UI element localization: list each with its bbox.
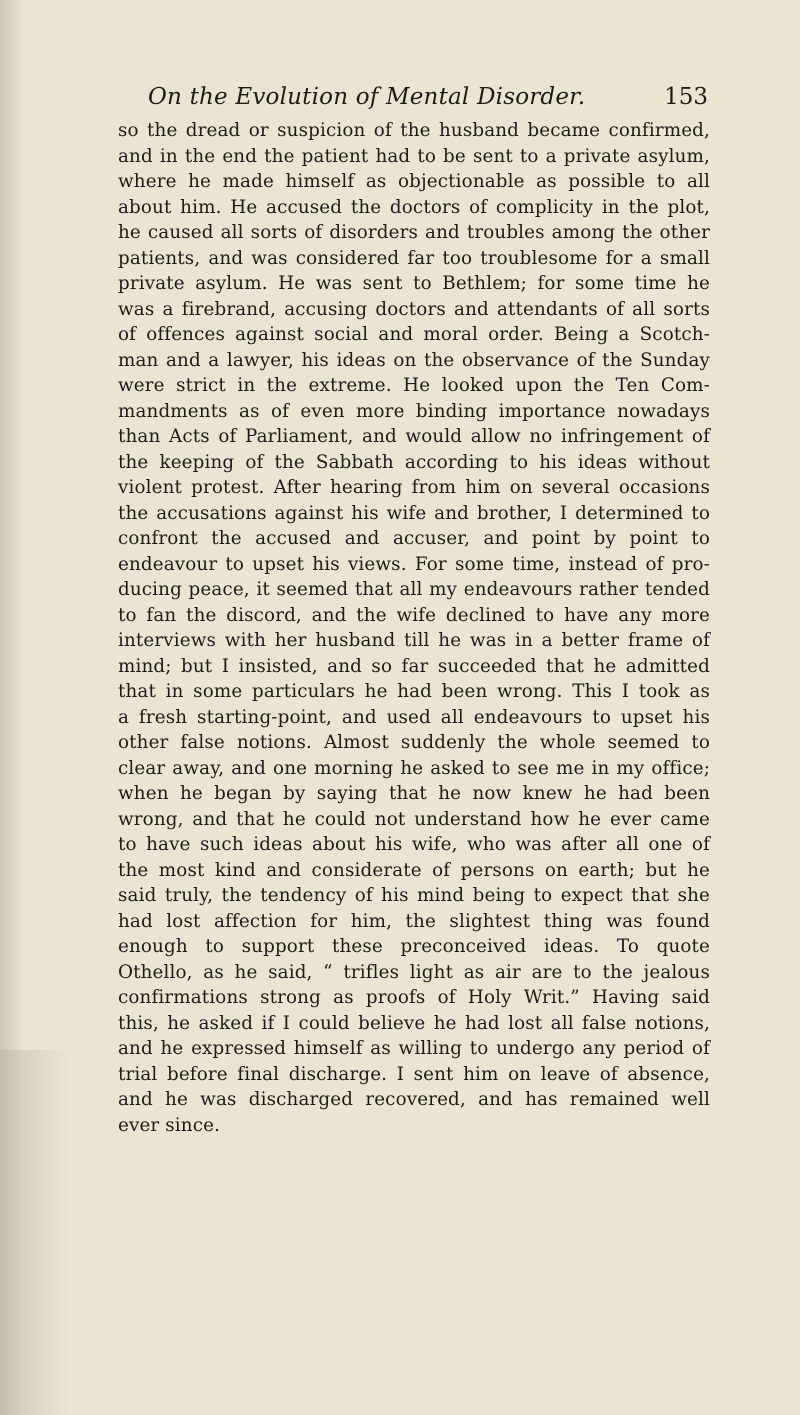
text-line: said truly, the tendency of his mind being to expect that she (118, 885, 710, 906)
text-line: a fresh starting-point, and used all endeavours to upset his (118, 706, 710, 728)
text-line: wrong, and that he could not understand how he ever came (118, 808, 710, 830)
text-line: were strict in the extreme. He looked upon the Ten Com- (118, 375, 710, 396)
text-line: this, he asked if I could believe he had lost all false notions, (118, 1012, 710, 1034)
text-line: enough to support these preconceived ideas. To quote (118, 936, 710, 957)
text-line: Othello, as he said, “ trifles light as air are to the jealous (118, 961, 710, 983)
text-line: and he was discharged recovered, and has remained well (118, 1089, 710, 1110)
text-line: the most kind and considerate of persons on earth; but he (118, 859, 710, 881)
page-edge-stain (0, 1050, 70, 1415)
text-line: man and a lawyer, his ideas on the observance of the Sunday (118, 349, 710, 371)
text-line: and in the end the patient had to be sent to a private asylum, (118, 145, 710, 167)
text-line: about him. He accused the doctors of complicity in the plot, (118, 196, 710, 218)
text-line: of offences against social and moral order. Being a Scotch- (118, 324, 710, 345)
text-line: mind; but I insisted, and so far succeeded that he admitted (118, 655, 710, 677)
text-line: he caused all sorts of disorders and troubles among the other (118, 222, 710, 243)
text-line: endeavour to upset his views. For some time, instead of pro- (118, 553, 710, 575)
text-line: that in some particulars he had been wrong. This I took as (118, 681, 710, 702)
text-line: confront the accused and accuser, and point by point to (118, 528, 710, 549)
running-head (118, 84, 710, 118)
text-line: to have such ideas about his wife, who was after all one of (118, 834, 710, 855)
text-line: ever since. (118, 1114, 221, 1136)
text-line: violent protest. After hearing from him on several occasions (118, 477, 710, 498)
text-line: where he made himself as objectionable as possible to all (118, 171, 710, 192)
body-text (118, 118, 710, 1138)
running-title: On the Evolution of Mental Disorder. (148, 84, 586, 110)
text-line: had lost affection for him, the slightest thing was found (118, 910, 710, 932)
text-line: than Acts of Parliament, and would allow no infringement of (118, 426, 710, 447)
text-line: was a firebrand, accusing doctors and attendants of all sorts (118, 298, 710, 320)
text-line: the keeping of the Sabbath according to his ideas without (118, 451, 710, 473)
text-line: so the dread or suspicion of the husband became confirmed, (118, 120, 710, 141)
text-line: trial before final discharge. I sent him on leave of absence, (118, 1063, 710, 1085)
text-line: interviews with her husband till he was in a better frame of (118, 630, 710, 651)
text-line: the accusations against his wife and brother, I determined to (118, 502, 710, 524)
text-line: clear away, and one morning he asked to see me in my office; (118, 757, 710, 779)
text-line: to fan the discord, and the wife declined to have any more (118, 604, 710, 626)
text-line: confirmations strong as proofs of Holy Writ.” Having said (118, 987, 710, 1008)
text-line: other false notions. Almost suddenly the whole seemed to (118, 732, 710, 753)
text-line: mandments as of even more binding importance nowadays (118, 400, 710, 422)
text-line: and he expressed himself as willing to undergo any period of (118, 1038, 710, 1059)
text-line: private asylum. He was sent to Bethlem; for some time he (118, 273, 710, 294)
text-line: patients, and was considered far too troublesome for a small (118, 247, 710, 269)
text-line: when he began by saying that he now knew he had been (118, 783, 710, 804)
page-number: 153 (664, 84, 708, 110)
text-line: ducing peace, it seemed that all my endeavours rather tended (118, 579, 710, 600)
